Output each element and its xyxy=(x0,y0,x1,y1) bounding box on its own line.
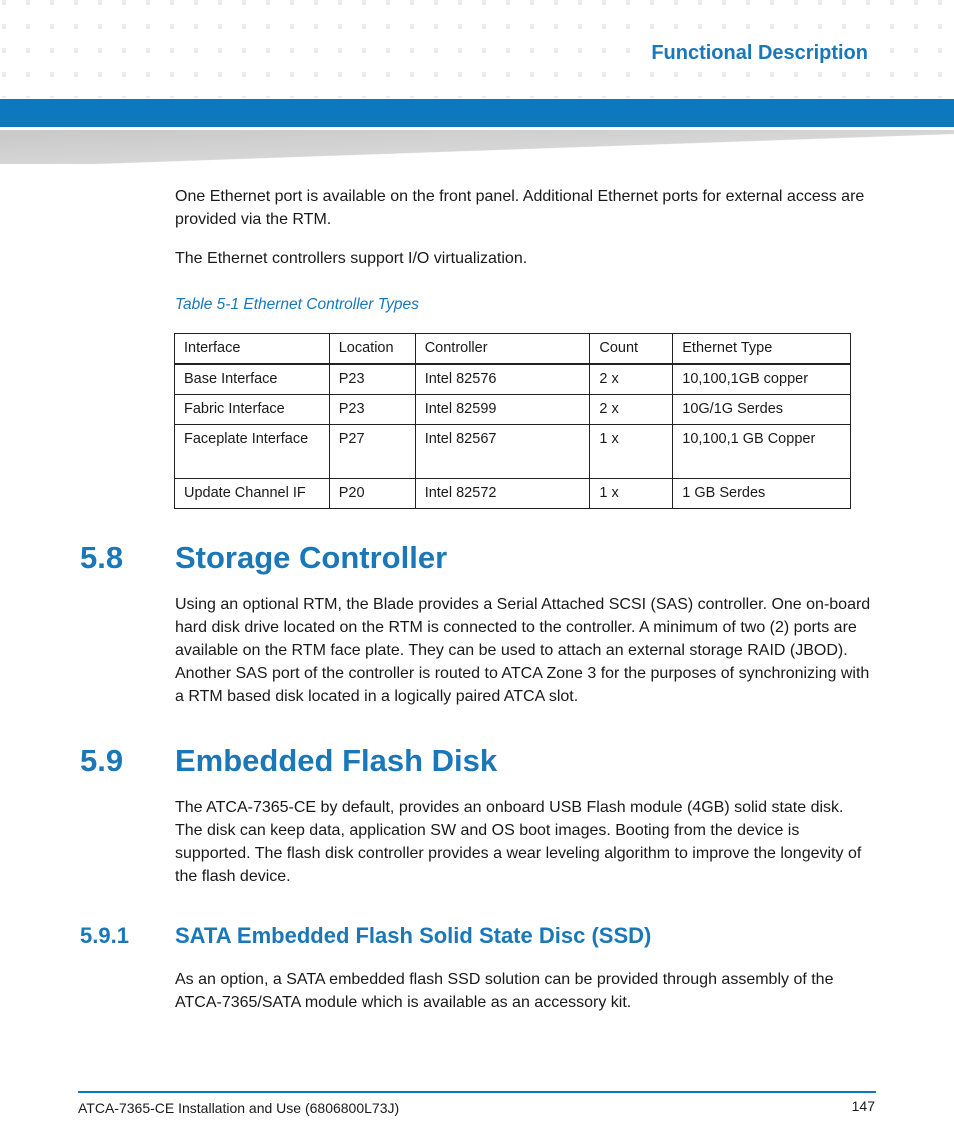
table-row xyxy=(175,425,851,479)
table-cell: 2 x xyxy=(590,395,673,425)
header-grey-band xyxy=(0,130,954,164)
table-cell: Intel 82572 xyxy=(415,479,590,509)
table-cell: Base Interface xyxy=(175,364,330,395)
table-header-cell: Controller xyxy=(415,334,590,365)
table-row xyxy=(175,479,851,509)
section-title: Storage Controller xyxy=(175,540,448,575)
section-heading-5-8 xyxy=(80,540,880,580)
table-cell: P23 xyxy=(329,395,415,425)
ethernet-controller-table xyxy=(174,333,851,509)
section-5-9-1-body-block xyxy=(175,968,875,1014)
section-5-9-1-body: As an option, a SATA embedded flash SSD solution can be provided through assembly of the ATCA-7365/SATA module which is available as an accessory kit. xyxy=(175,971,834,1011)
table-cell: 1 GB Serdes xyxy=(673,479,851,509)
table-header-cell: Ethernet Type xyxy=(673,334,851,365)
intro-paragraph-2: The Ethernet controllers support I/O virtualization. xyxy=(175,250,528,267)
table-cell: P20 xyxy=(329,479,415,509)
header-section-title: Functional Description xyxy=(647,42,872,65)
footer-page-number: 147 xyxy=(851,1098,875,1114)
table-cell: 10,100,1 GB Copper xyxy=(673,425,851,479)
section-5-9-body-block xyxy=(175,796,875,888)
table-row xyxy=(175,364,851,395)
section-5-8-body-block xyxy=(175,593,875,708)
section-number: 5.9 xyxy=(80,743,124,778)
table-cell: Fabric Interface xyxy=(175,395,330,425)
section-heading-5-9 xyxy=(80,743,880,783)
section-title: SATA Embedded Flash Solid State Disc (SSD) xyxy=(175,923,652,948)
table-cell: Intel 82567 xyxy=(415,425,590,479)
table-cell: P23 xyxy=(329,364,415,395)
section-5-9-body: The ATCA-7365-CE by default, provides an onboard USB Flash module (4GB) solid state disk. The disk can keep data, application SW and OS boot images. Booting from the device is supported. The flash disk controller provides a wear leveling algorithm to improve the longevity of the flash device. xyxy=(175,799,862,885)
section-title: Embedded Flash Disk xyxy=(175,743,498,778)
table-header-cell: Location xyxy=(329,334,415,365)
section-number: 5.9.1 xyxy=(80,923,129,948)
table-cell: 10G/1G Serdes xyxy=(673,395,851,425)
table-header-cell: Interface xyxy=(175,334,330,365)
table-cell: 10,100,1GB copper xyxy=(673,364,851,395)
table-header-cell: Count xyxy=(590,334,673,365)
table-cell: Update Channel IF xyxy=(175,479,330,509)
section-heading-5-9-1 xyxy=(80,923,880,953)
section-number: 5.8 xyxy=(80,540,124,575)
table-cell: Intel 82599 xyxy=(415,395,590,425)
footer-document-title: ATCA-7365-CE Installation and Use (6806800L73J) xyxy=(78,1100,400,1116)
table-caption: Table 5-1 Ethernet Controller Types xyxy=(175,296,419,313)
table-cell: Intel 82576 xyxy=(415,364,590,395)
table-cell: 2 x xyxy=(590,364,673,395)
table-cell: P27 xyxy=(329,425,415,479)
table-header-row xyxy=(175,334,851,365)
section-5-8-body: Using an optional RTM, the Blade provides a Serial Attached SCSI (SAS) controller. One on-board hard disk drive located on the RTM is connected to the controller. A minimum of two (2) ports are available on the RTM face plate. They can be used to attach an external storage RAID (JBOD). Another SAS port of the controller is routed to ATCA Zone 3 for the purposes of synchronizing with a RTM based disk located in a logically paired ATCA slot. xyxy=(175,596,871,705)
header-blue-bar xyxy=(0,99,954,127)
table-cell: 1 x xyxy=(590,425,673,479)
intro-block xyxy=(175,185,875,270)
table-cell: Faceplate Interface xyxy=(175,425,330,479)
table-cell: 1 x xyxy=(590,479,673,509)
intro-paragraph-1: One Ethernet port is available on the front panel. Additional Ethernet ports for external access are provided via the RTM. xyxy=(175,188,865,228)
footer-rule xyxy=(78,1091,876,1093)
table-row xyxy=(175,395,851,425)
